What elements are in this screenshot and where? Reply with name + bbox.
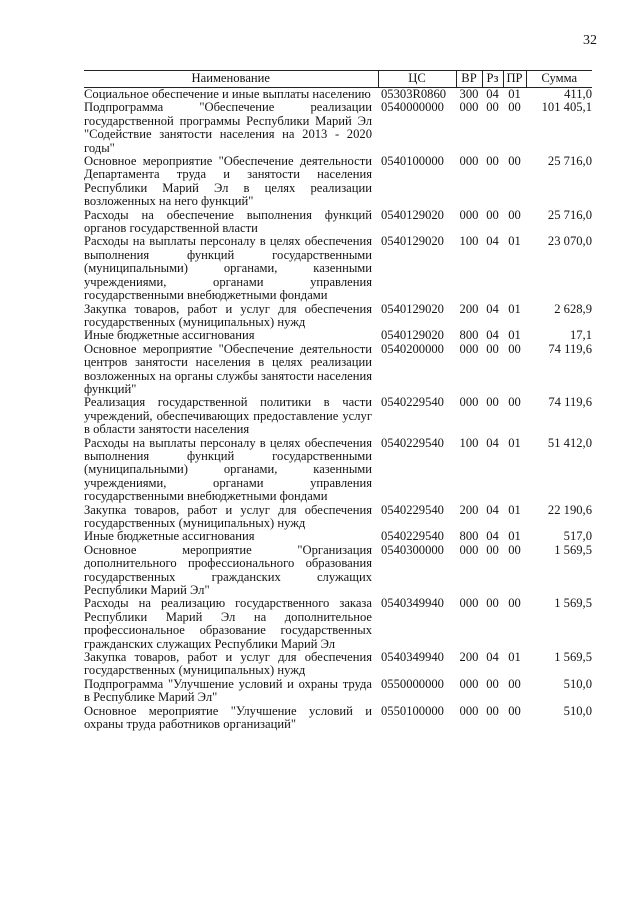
cell-rz: 00 — [486, 341, 499, 356]
cell-sum: 411,0 — [564, 87, 592, 101]
cell-rz: 00 — [486, 395, 499, 410]
cell-sum: 23 070,0 — [547, 234, 592, 249]
table-row — [84, 530, 592, 543]
cell-name: Расходы на выплаты персоналу в целях обеспечения выполнения функций государственными (муниципальными) органами, казенными учреждениями, органами управления государственными внебюджетными фондами — [84, 234, 372, 303]
cell-sum: 2 628,9 — [554, 301, 592, 316]
cell-rz: 04 — [486, 650, 499, 665]
cell-pr: 01 — [508, 650, 521, 665]
cell-vr: 000 — [459, 154, 479, 169]
cell-cs: 0540229540 — [381, 435, 444, 450]
cell-sum: 74 119,6 — [548, 395, 592, 410]
cell-pr: 00 — [508, 703, 521, 718]
table-row — [84, 303, 592, 330]
table-body — [84, 88, 592, 732]
header-name: Наименование — [84, 71, 378, 88]
cell-rz: 04 — [486, 87, 499, 101]
cell-name: Реализация государственной политики в части учреждений, обеспечивающих предоставление услуг в области занятости населения — [84, 395, 372, 437]
cell-cs: 0540129020 — [381, 301, 444, 316]
cell-name: Закупка товаров, работ и услуг для обеспечения государственных (муниципальных) нужд — [84, 502, 372, 530]
cell-name: Закупка товаров, работ и услуг для обеспечения государственных (муниципальных) нужд — [84, 650, 372, 678]
cell-rz: 04 — [486, 301, 499, 316]
cell-sum: 51 412,0 — [547, 435, 592, 450]
cell-rz: 00 — [486, 703, 499, 718]
cell-rz: 00 — [486, 596, 499, 611]
cell-cs: 0540129020 — [381, 207, 444, 222]
table-row — [84, 88, 592, 102]
cell-pr: 01 — [508, 529, 521, 544]
cell-rz: 00 — [486, 542, 499, 557]
table-row — [84, 678, 592, 705]
cell-name: Основное мероприятие "Организация дополнительного профессионального образования государственных гражданских служащих Республики Марий Эл" — [84, 542, 372, 598]
cell-vr: 000 — [459, 596, 479, 611]
cell-sum: 510,0 — [563, 703, 592, 718]
budget-table — [84, 70, 592, 732]
cell-name: Основное мероприятие "Улучшение условий и охраны труда работников организаций" — [84, 703, 372, 732]
cell-name: Подпрограмма "Обеспечение реализации государственной программы Республики Марий Эл "Содействие занятости населения на 2013 - 2020 годы" — [84, 100, 372, 155]
cell-rz: 04 — [486, 435, 499, 450]
cell-vr: 100 — [459, 234, 479, 249]
cell-pr: 00 — [508, 596, 521, 611]
cell-sum: 101 405,1 — [541, 100, 592, 115]
cell-cs: 0540129020 — [381, 234, 444, 249]
page-number: 32 — [583, 33, 597, 48]
cell-vr: 000 — [459, 542, 479, 557]
cell-pr: 01 — [508, 502, 521, 517]
cell-rz: 04 — [486, 529, 499, 544]
cell-vr: 800 — [459, 529, 479, 544]
cell-vr: 200 — [459, 301, 479, 316]
cell-pr: 00 — [508, 676, 521, 691]
cell-name: Социальное обеспечение и иные выплаты населению — [84, 87, 371, 101]
cell-pr: 00 — [508, 154, 521, 169]
cell-name: Закупка товаров, работ и услуг для обеспечения государственных (муниципальных) нужд — [84, 301, 372, 329]
cell-sum: 25 716,0 — [547, 154, 592, 169]
cell-pr: 01 — [508, 87, 521, 101]
cell-pr: 00 — [508, 100, 521, 115]
cell-sum: 1 569,5 — [554, 596, 592, 611]
cell-vr: 000 — [459, 676, 479, 691]
cell-rz: 00 — [486, 207, 499, 222]
table-row — [84, 651, 592, 678]
cell-cs: 0540349940 — [381, 650, 444, 665]
cell-vr: 000 — [459, 703, 479, 718]
cell-cs: 0540229540 — [381, 395, 444, 410]
table-header — [84, 71, 592, 88]
cell-sum: 22 190,6 — [547, 502, 592, 517]
cell-vr: 300 — [459, 87, 479, 101]
cell-rz: 00 — [486, 676, 499, 691]
cell-cs: 0540000000 — [381, 100, 444, 115]
table-row — [84, 209, 592, 236]
cell-vr: 000 — [459, 100, 479, 115]
table-row — [84, 597, 592, 651]
table-row — [84, 705, 592, 732]
header-pr: ПР — [503, 71, 526, 88]
cell-pr: 00 — [508, 207, 521, 222]
cell-rz: 04 — [486, 328, 499, 343]
cell-pr: 00 — [508, 341, 521, 356]
cell-vr: 000 — [459, 207, 479, 222]
cell-name: Основное мероприятие "Обеспечение деятельности центров занятости населения в целях реализации возложенных на органы службы занятости населения функций" — [84, 341, 372, 396]
cell-name: Иные бюджетные ассигнования — [84, 529, 255, 544]
table-row — [84, 504, 592, 531]
header-vr: ВР — [456, 71, 482, 88]
cell-pr: 00 — [508, 542, 521, 557]
cell-cs: 0540229540 — [381, 502, 444, 517]
cell-pr: 01 — [508, 435, 521, 450]
cell-cs: 0540300000 — [381, 542, 444, 557]
cell-cs: 0540129020 — [381, 328, 444, 343]
cell-sum: 1 569,5 — [554, 542, 592, 557]
table-row — [84, 101, 592, 155]
cell-rz: 00 — [486, 100, 499, 115]
header-cs: ЦС — [378, 71, 456, 88]
cell-sum: 25 716,0 — [547, 207, 592, 222]
cell-cs: 0540200000 — [381, 341, 444, 356]
cell-rz: 04 — [486, 502, 499, 517]
cell-sum: 74 119,6 — [548, 341, 592, 356]
table-row — [84, 437, 592, 504]
cell-name: Подпрограмма "Улучшение условий и охраны труда в Республике Марий Эл" — [84, 676, 372, 705]
cell-name: Расходы на реализацию государственного заказа Республики Марий Эл на дополнительное профессиональное образование государственных гражданских служащих Республики Марий Эл — [84, 596, 372, 651]
cell-cs: 0540100000 — [381, 154, 444, 169]
cell-name: Расходы на обеспечение выполнения функций органов государственной власти — [84, 207, 372, 236]
cell-vr: 200 — [459, 502, 479, 517]
cell-name: Иные бюджетные ассигнования — [84, 328, 255, 343]
cell-sum: 1 569,5 — [554, 650, 592, 665]
cell-vr: 800 — [459, 328, 479, 343]
cell-sum: 17,1 — [569, 328, 592, 343]
table-row — [84, 329, 592, 342]
table-row — [84, 155, 592, 209]
table-row — [84, 343, 592, 397]
cell-sum: 517,0 — [563, 529, 592, 544]
cell-vr: 200 — [459, 650, 479, 665]
cell-cs: 0540349940 — [381, 596, 444, 611]
cell-pr: 00 — [508, 395, 521, 410]
cell-rz: 00 — [486, 154, 499, 169]
cell-vr: 000 — [459, 341, 479, 356]
cell-rz: 04 — [486, 234, 499, 249]
cell-pr: 01 — [508, 301, 521, 316]
cell-name: Расходы на выплаты персоналу в целях обеспечения выполнения функций государственными (муниципальными) органами, казенными учреждениями, органами управления государственными внебюджетными фондами — [84, 435, 372, 504]
header-sum: Сумма — [526, 71, 592, 88]
cell-sum: 510,0 — [563, 676, 592, 691]
cell-cs: 05303R0860 — [381, 87, 447, 101]
table-row — [84, 235, 592, 302]
cell-cs: 0550000000 — [381, 676, 444, 691]
cell-pr: 01 — [508, 328, 521, 343]
cell-name: Основное мероприятие "Обеспечение деятельности Департамента труда и занятости населения Республики Марий Эл в целях реализации возложенных на него функций" — [84, 154, 372, 209]
table-row — [84, 544, 592, 598]
cell-vr: 000 — [459, 395, 479, 410]
cell-cs: 0540229540 — [381, 529, 444, 544]
cell-vr: 100 — [459, 435, 479, 450]
header-rz: Рз — [482, 71, 503, 88]
cell-cs: 0550100000 — [381, 703, 444, 718]
table-row — [84, 396, 592, 436]
cell-pr: 01 — [508, 234, 521, 249]
